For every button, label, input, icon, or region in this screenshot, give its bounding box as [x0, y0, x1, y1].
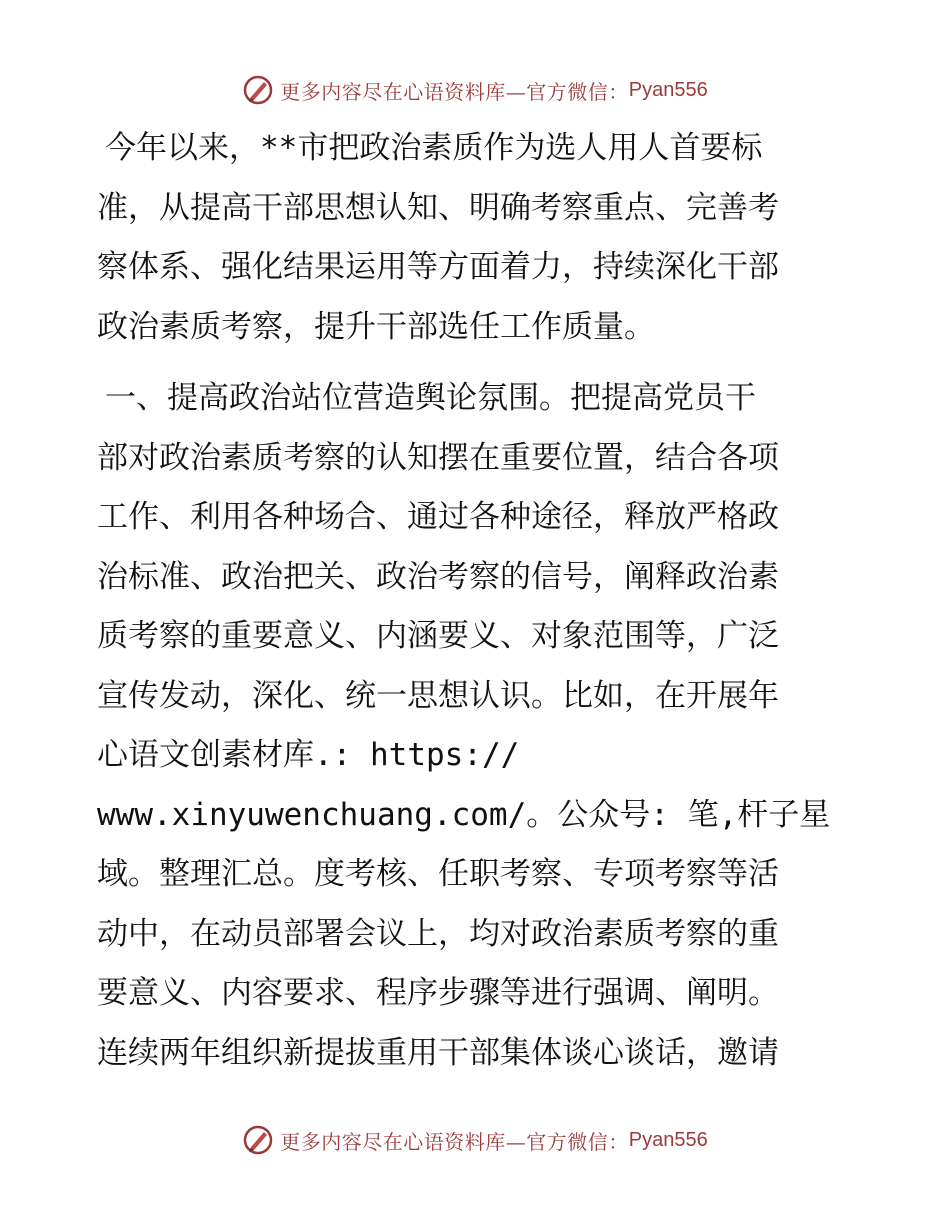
text-line: 政治素质考察，提升干部选任工作质量。 — [97, 308, 655, 345]
text-line: 准，从提高干部思想认知、明确考察重点、完善考 — [97, 189, 779, 226]
footer-watermark-banner — [0, 1120, 950, 1160]
paragraph-section-one — [97, 369, 857, 1083]
document-body — [97, 119, 857, 1083]
banner-wechat-id: Pyan556 — [628, 1128, 708, 1151]
text-line: 宣传发动，深化、统一思想认识。比如，在开展年 — [97, 677, 779, 714]
paragraph-intro — [97, 119, 857, 357]
banner-text: 更多内容尽在心语资料库—官方微信： — [280, 1129, 629, 1154]
text-line: 工作、利用各种场合、通过各种途径，释放严格政 — [97, 499, 779, 535]
text-line: 域。整理汇总。度考核、任职考察、专项考察等活 — [97, 856, 779, 892]
text-line: 质考察的重要意义、内涵要义、对象范围等，广泛 — [97, 618, 779, 654]
text-line: www.xinyuwenchuang.com/。公众号: 笔,杆子星 — [97, 796, 831, 833]
pen-logo-icon — [242, 1124, 274, 1156]
text-line: 动中，在动员部署会议上，均对政治素质考察的重 — [97, 915, 779, 952]
text-line: 一、提高政治站位营造舆论氛围。把提高党员干 — [105, 380, 756, 416]
header-watermark-banner — [0, 70, 950, 110]
text-line: 察体系、强化结果运用等方面着力，持续深化干部 — [97, 249, 779, 285]
text-line: 连续两年组织新提拔重用干部集体谈心谈话，邀请 — [97, 1034, 779, 1071]
banner-text: 更多内容尽在心语资料库—官方微信： — [280, 79, 629, 104]
pen-logo-icon — [242, 74, 274, 106]
text-line: 今年以来，**市把政治素质作为选人用人首要标 — [105, 130, 763, 166]
text-line: 要意义、内容要求、程序步骤等进行强调、阐明。 — [97, 975, 779, 1011]
banner-wechat-id: Pyan556 — [628, 78, 708, 101]
text-line: 治标准、政治把关、政治考察的信号，阐释政治素 — [97, 558, 779, 595]
text-line: 部对政治素质考察的认知摆在重要位置，结合各项 — [97, 439, 779, 476]
text-line: 心语文创素材库.: https:// — [97, 737, 520, 773]
